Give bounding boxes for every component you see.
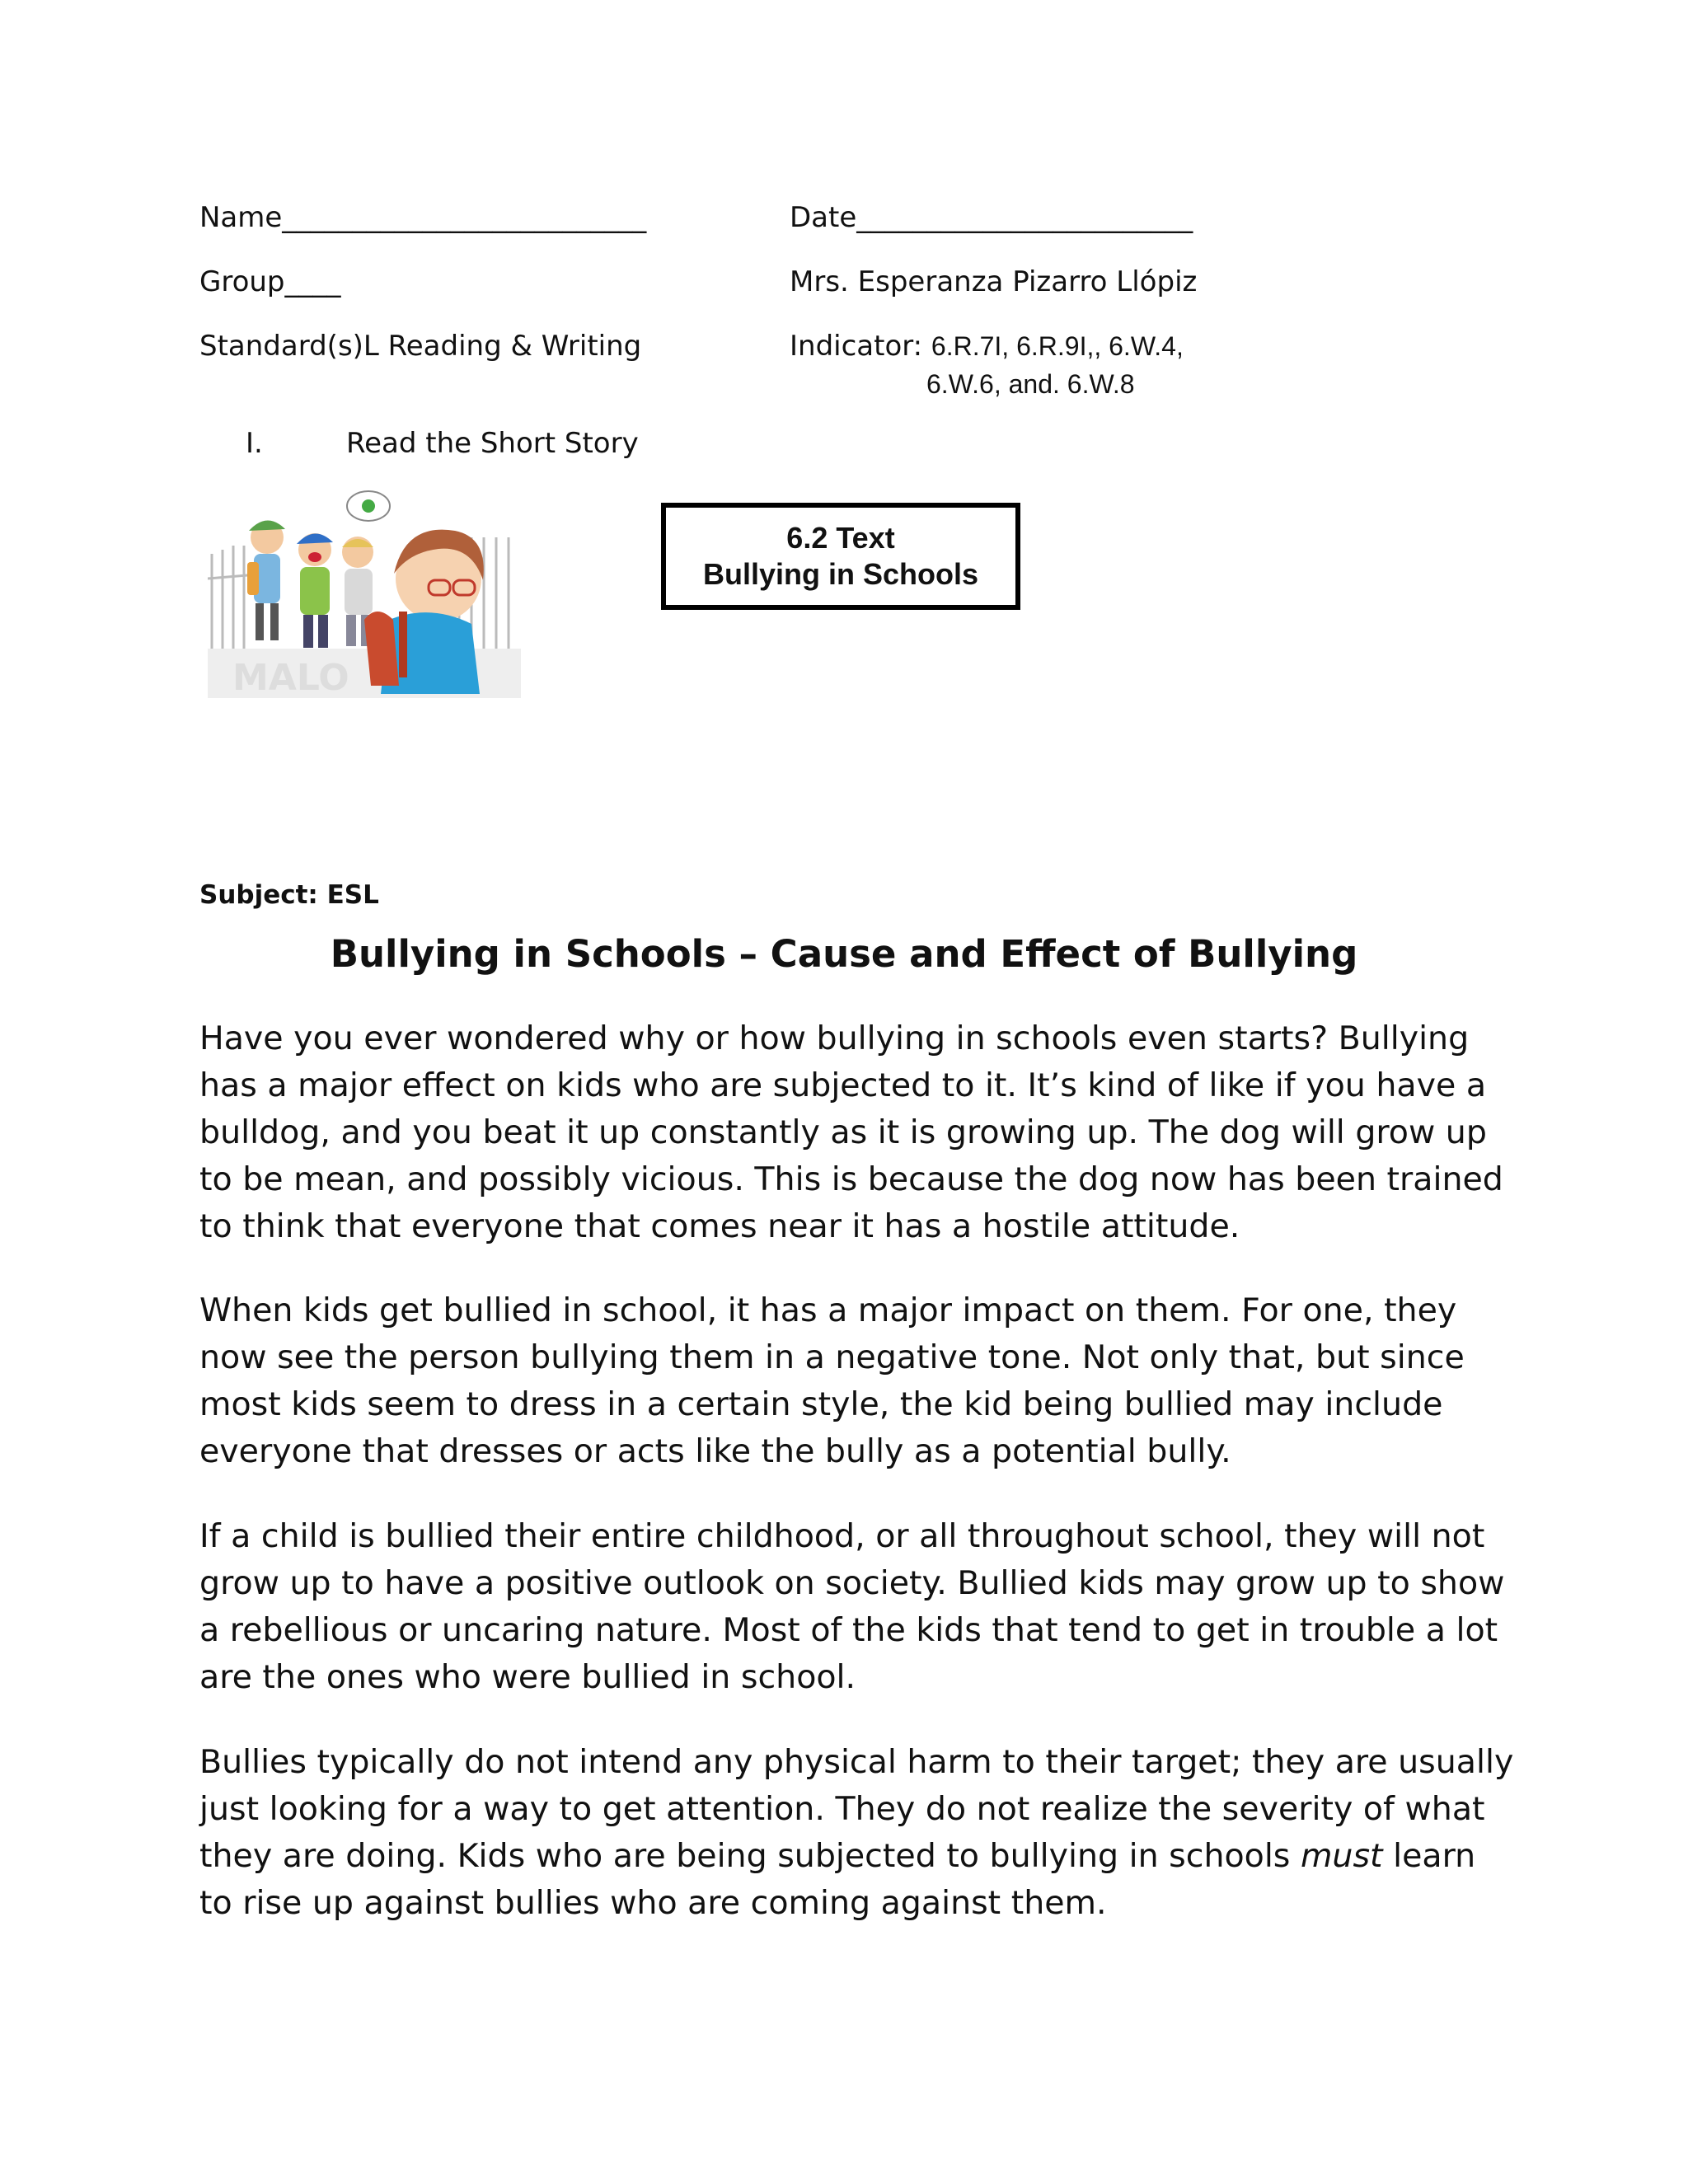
paragraph-4-emphasis: must bbox=[1300, 1837, 1383, 1875]
indicator-label bbox=[790, 330, 1184, 363]
teacher-name: Mrs. Esperanza Pizarro Llópiz bbox=[790, 265, 1198, 298]
instruction-numeral: I. bbox=[246, 427, 263, 460]
bullying-illustration bbox=[208, 488, 529, 710]
paragraph-3: If a child is bullied their entire childhood, or all throughout school, they will not grow up to have a positive outlook on society. Bullied kids may grow up to show a rebellious or uncaring nature. Most of the kids that tend to get in trouble a lot are the ones who were bullied in school. bbox=[199, 1517, 1505, 1696]
paragraph-4 bbox=[199, 1739, 1514, 1927]
indicator-codes-line2: 6.W.6, and. 6.W.8 bbox=[926, 369, 1135, 399]
text-box-title: Bullying in Schools bbox=[702, 557, 979, 591]
paragraph-2: When kids get bullied in school, it has a major impact on them. For one, they now see the person bullying them in a negative tone. Not only that, but since most kids seem to dress in a certain style, the kid being bullied may include everyone that dresses or acts like the bully as a potential bully. bbox=[199, 1291, 1465, 1470]
group-field: Group____ bbox=[199, 265, 341, 298]
paragraph-4-start: Bullies typically do not intend any physical harm to their target; they are usually just looking for a way to get attention. They do not realize the severity of what they are doing. Kids who are being subjected to bullying in schools bbox=[199, 1743, 1514, 1875]
text-title-box bbox=[661, 503, 1020, 610]
paragraph-4-end: learn to rise up against bullies who are coming against them. bbox=[199, 1837, 1476, 1922]
subject-label: Subject: ESL bbox=[199, 880, 379, 910]
svg-text:MALO: MALO bbox=[232, 657, 349, 699]
standards-label: Standard(s)L Reading & Writing bbox=[199, 330, 642, 363]
instruction-text: Read the Short Story bbox=[346, 427, 639, 460]
paragraph-1: Have you ever wondered why or how bullying in schools even starts? Bullying has a major effect on kids who are subjected to it. It’s kind of like if you have a bulldog, and you beat it up constantly as it is growing up. The dog will grow up to be mean, and possibly vicious. This is because the dog now has been trained to think that everyone that comes near it has a hostile attitude. bbox=[199, 1019, 1503, 1245]
date-field: Date________________________ bbox=[790, 201, 1193, 234]
story-title: Bullying in Schools – Cause and Effect of Bullying bbox=[330, 932, 1358, 976]
text-number: 6.2 Text bbox=[786, 521, 895, 555]
indicator-prefix: Indicator: bbox=[790, 330, 931, 363]
indicator-codes-line1: 6.R.7I, 6.R.9I,, 6.W.4, bbox=[931, 331, 1184, 361]
name-field: Name__________________________ bbox=[199, 201, 647, 234]
